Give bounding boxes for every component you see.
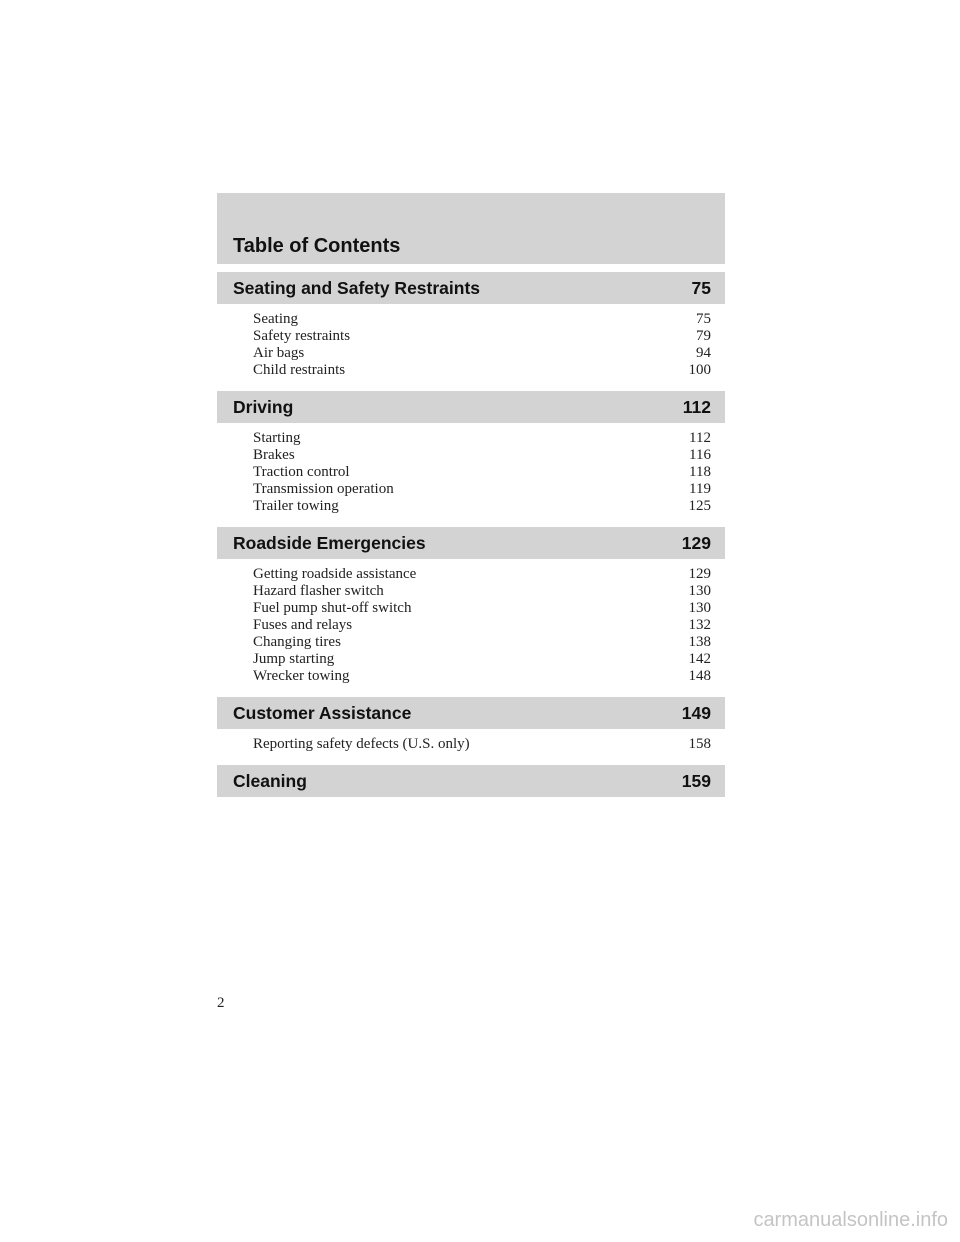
toc-entry[interactable] [253, 430, 711, 447]
entry-page: 116 [689, 447, 711, 463]
entry-label: Wrecker towing [253, 668, 350, 684]
section-title: Driving [233, 396, 294, 417]
section-header[interactable] [217, 272, 725, 304]
section-header[interactable] [217, 391, 725, 423]
toc-entry[interactable] [253, 668, 711, 685]
entry-page: 138 [688, 634, 711, 650]
page-number: 2 [217, 995, 225, 1011]
entry-label: Child restraints [253, 362, 346, 378]
entry-label: Traction control [253, 464, 350, 480]
entry-label: Starting [253, 430, 301, 446]
entry-page: 112 [689, 430, 711, 446]
entry-label: Fuel pump shut-off switch [253, 600, 412, 616]
entry-page: 119 [689, 481, 711, 497]
section-header[interactable] [217, 697, 725, 729]
entry-label: Jump starting [253, 651, 335, 667]
section-entries [217, 304, 725, 391]
entry-page: 100 [688, 362, 711, 378]
entry-label: Seating [253, 311, 298, 327]
toc-entry[interactable] [253, 328, 711, 345]
section-title: Roadside Emergencies [233, 532, 426, 553]
entry-page: 132 [688, 617, 711, 633]
section-header[interactable] [217, 527, 725, 559]
toc-entry[interactable] [253, 634, 711, 651]
entry-page: 125 [688, 498, 711, 514]
entry-page: 142 [688, 651, 711, 667]
entry-label: Changing tires [253, 634, 341, 650]
section-title: Seating and Safety Restraints [233, 277, 481, 298]
entry-page: 118 [689, 464, 711, 480]
section-header[interactable] [217, 765, 725, 797]
entry-page: 79 [696, 328, 711, 344]
toc-section-roadside [217, 527, 725, 697]
toc-entry[interactable] [253, 481, 711, 498]
toc-section-customer-assistance [217, 697, 725, 765]
section-page: 112 [682, 396, 711, 417]
toc-section-cleaning [217, 765, 725, 797]
entry-label: Trailer towing [253, 498, 339, 514]
entry-label: Hazard flasher switch [253, 583, 384, 599]
toc-entry[interactable] [253, 464, 711, 481]
toc-entry[interactable] [253, 583, 711, 600]
watermark: carmanualsonline.info [753, 1209, 948, 1231]
toc-entry[interactable] [253, 617, 711, 634]
entry-label: Reporting safety defects (U.S. only) [253, 736, 470, 752]
entry-label: Air bags [253, 345, 305, 361]
entry-label: Getting roadside assistance [253, 566, 417, 582]
section-page: 149 [681, 702, 711, 723]
section-title: Cleaning [233, 770, 307, 791]
entry-page: 130 [688, 600, 711, 616]
entry-label: Safety restraints [253, 328, 351, 344]
toc-entry[interactable] [253, 736, 711, 753]
toc-entry[interactable] [253, 345, 711, 362]
toc-entry[interactable] [253, 311, 711, 328]
entry-page: 129 [688, 566, 711, 582]
section-title: Customer Assistance [233, 702, 412, 723]
entry-page: 158 [688, 736, 711, 752]
entry-label: Brakes [253, 447, 295, 463]
entry-page: 148 [688, 668, 711, 684]
section-entries [217, 423, 725, 527]
entry-label: Fuses and relays [253, 617, 353, 633]
toc-list [217, 272, 725, 797]
section-entries [217, 729, 725, 765]
toc-section-seating [217, 272, 725, 391]
section-entries [217, 559, 725, 697]
toc-entry[interactable] [253, 498, 711, 515]
page-title: Table of Contents [233, 235, 401, 257]
toc-entry[interactable] [253, 651, 711, 668]
section-page: 129 [681, 532, 711, 553]
section-page: 75 [691, 277, 711, 298]
entry-label: Transmission operation [253, 481, 394, 497]
toc-entry[interactable] [253, 566, 711, 583]
entry-page: 75 [696, 311, 711, 327]
toc-entry[interactable] [253, 600, 711, 617]
toc-entry[interactable] [253, 362, 711, 379]
toc-section-driving [217, 391, 725, 527]
section-page: 159 [681, 770, 711, 791]
toc-entry[interactable] [253, 447, 711, 464]
toc-header [217, 193, 725, 264]
entry-page: 130 [688, 583, 711, 599]
entry-page: 94 [696, 345, 711, 361]
